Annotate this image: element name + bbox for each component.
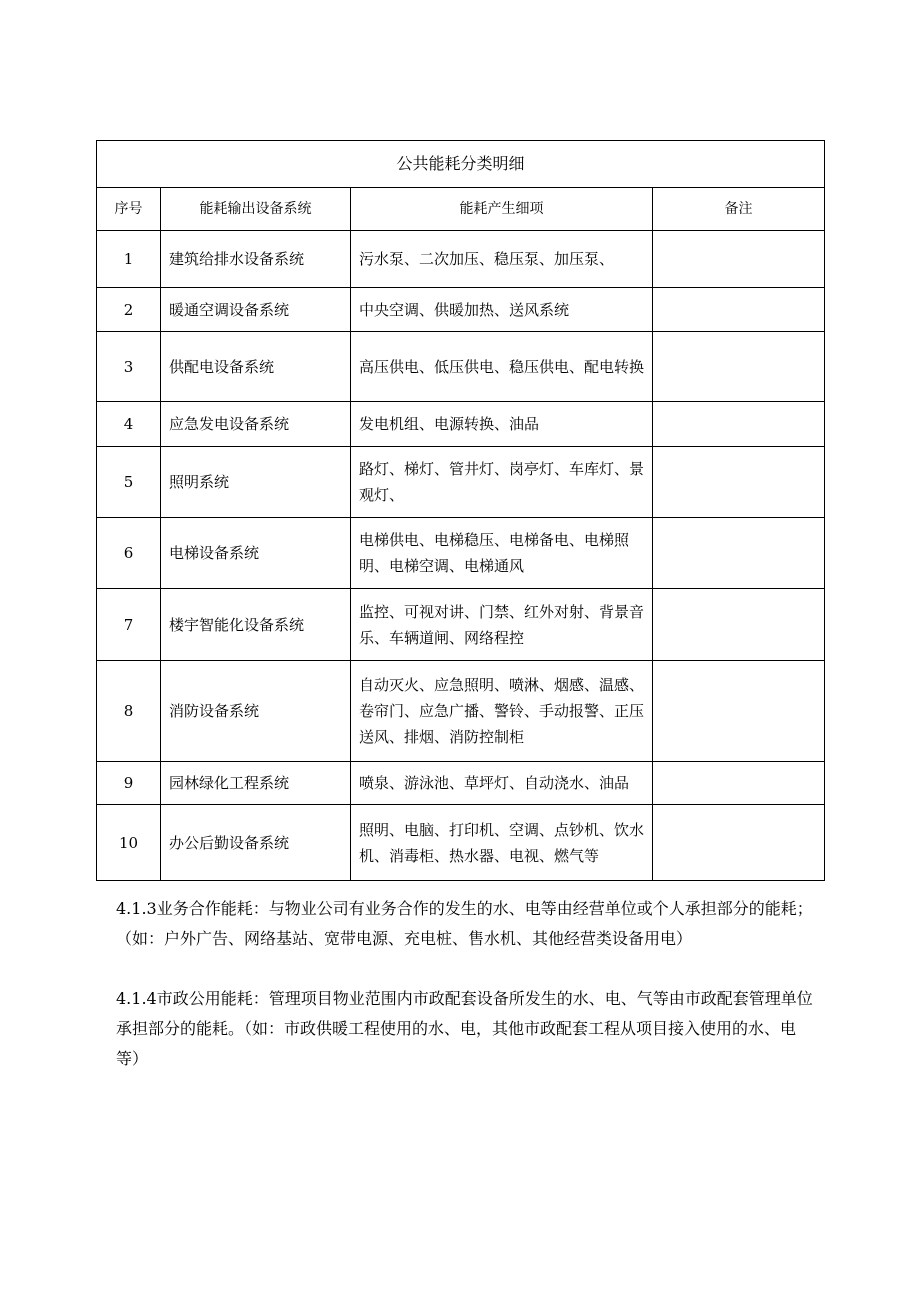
header-detail: 能耗产生细项 [351, 188, 653, 231]
table-row [97, 447, 825, 518]
row-system: 建筑给排水设备系统 [161, 231, 351, 288]
table-row [97, 805, 825, 881]
row-note [653, 518, 825, 589]
row-system: 办公后勤设备系统 [161, 805, 351, 881]
table-title-row [97, 141, 825, 188]
header-index: 序号 [97, 188, 161, 231]
row-index: 2 [97, 288, 161, 332]
table-title: 公共能耗分类明细 [97, 141, 825, 188]
row-note [653, 447, 825, 518]
row-note [653, 288, 825, 332]
row-note [653, 762, 825, 805]
row-index: 6 [97, 518, 161, 589]
row-detail: 污水泵、二次加压、稳压泵、加压泵、 [351, 231, 653, 288]
table-row [97, 332, 825, 402]
table-row [97, 231, 825, 288]
row-system: 供配电设备系统 [161, 332, 351, 402]
row-index: 9 [97, 762, 161, 805]
table-row [97, 402, 825, 447]
row-note [653, 589, 825, 661]
paragraph-business-cooperation-energy: 4.1.3业务合作能耗：与物业公司有业务合作的发生的水、电等由经营单位或个人承担部分的能耗；（如：户外广告、网络基站、宽带电源、充电桩、售水机、其他经营类设备用电） [116, 899, 813, 948]
row-detail: 路灯、梯灯、管井灯、岗亭灯、车库灯、景观灯、 [351, 447, 653, 518]
row-detail: 监控、可视对讲、门禁、红外对射、背景音乐、车辆道闸、网络程控 [351, 589, 653, 661]
row-note [653, 231, 825, 288]
row-index: 4 [97, 402, 161, 447]
table-row [97, 518, 825, 589]
row-index: 3 [97, 332, 161, 402]
row-system: 楼宇智能化设备系统 [161, 589, 351, 661]
table-row [97, 589, 825, 661]
header-note: 备注 [653, 188, 825, 231]
header-system: 能耗输出设备系统 [161, 188, 351, 231]
row-system: 园林绿化工程系统 [161, 762, 351, 805]
row-note [653, 402, 825, 447]
row-detail: 电梯供电、电梯稳压、电梯备电、电梯照明、电梯空调、电梯通风 [351, 518, 653, 589]
row-system: 暖通空调设备系统 [161, 288, 351, 332]
row-system: 电梯设备系统 [161, 518, 351, 589]
row-detail: 中央空调、供暖加热、送风系统 [351, 288, 653, 332]
row-index: 7 [97, 589, 161, 661]
row-system: 照明系统 [161, 447, 351, 518]
table-row [97, 288, 825, 332]
row-note [653, 661, 825, 762]
row-index: 5 [97, 447, 161, 518]
row-detail: 照明、电脑、打印机、空调、点钞机、饮水机、消毒柜、热水器、电视、燃气等 [351, 805, 653, 881]
row-detail: 自动灭火、应急照明、喷淋、烟感、温感、卷帘门、应急广播、警铃、手动报警、正压送风、排烟、消防控制柜 [351, 661, 653, 762]
row-detail: 发电机组、电源转换、油品 [351, 402, 653, 447]
row-note [653, 805, 825, 881]
table-header-row [97, 188, 825, 231]
row-note [653, 332, 825, 402]
row-index: 10 [97, 805, 161, 881]
row-system: 应急发电设备系统 [161, 402, 351, 447]
energy-classification-table [96, 140, 825, 881]
row-detail: 高压供电、低压供电、稳压供电、配电转换 [351, 332, 653, 402]
row-index: 1 [97, 231, 161, 288]
row-detail: 喷泉、游泳池、草坪灯、自动浇水、油品 [351, 762, 653, 805]
row-index: 8 [97, 661, 161, 762]
table-row [97, 762, 825, 805]
paragraph-municipal-public-energy: 4.1.4市政公用能耗：管理项目物业范围内市政配套设备所发生的水、电、气等由市政配套管理单位承担部分的能耗。（如：市政供暖工程使用的水、电，其他市政配套工程从项目接入使用的水、电等） [116, 989, 813, 1068]
row-system: 消防设备系统 [161, 661, 351, 762]
table-row [97, 661, 825, 762]
